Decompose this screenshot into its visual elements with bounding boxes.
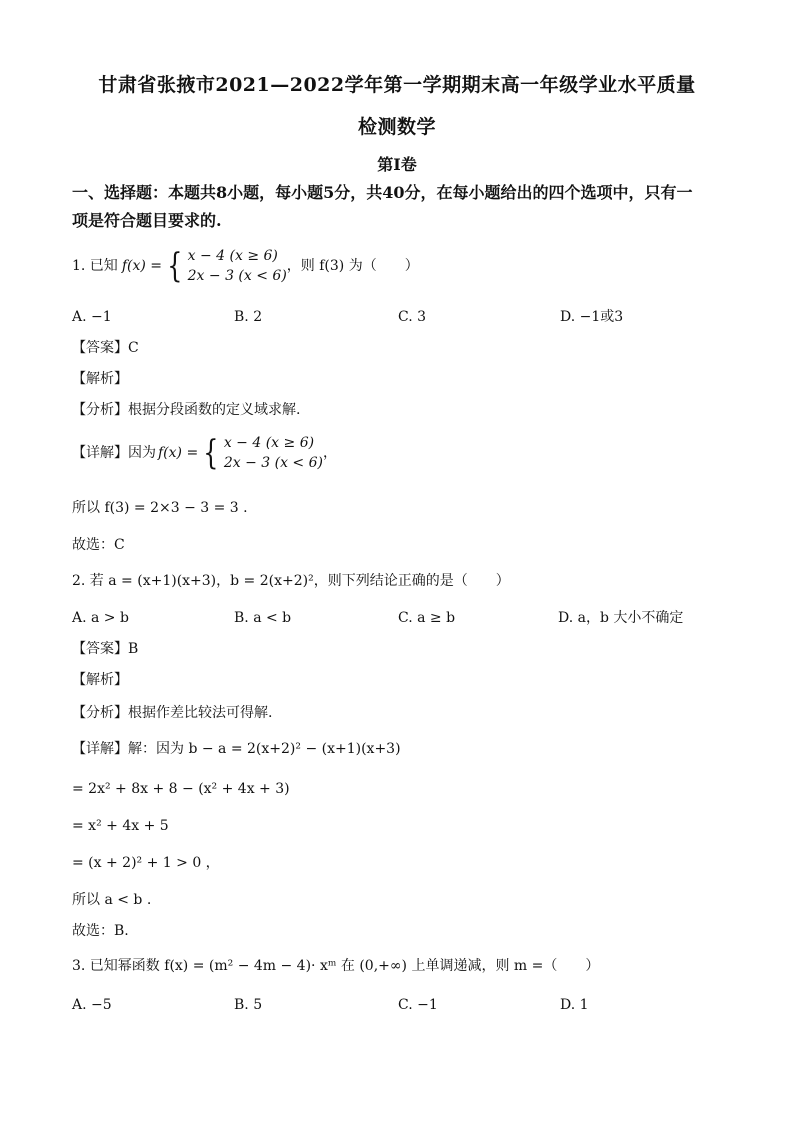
- volume-label: 第I卷: [377, 155, 417, 174]
- q2-step-3: = (x + 2)² + 1 > 0 ，: [72, 855, 220, 871]
- q1-detail-fx: f(x) =: [158, 445, 199, 461]
- q2-fenxi: 【分析】根据作差比较法可得解.: [72, 705, 273, 721]
- q1-analysis-label: 【解析】: [72, 371, 128, 387]
- q2-option-d: D. a，b 大小不确定: [558, 610, 684, 626]
- q1-detail-case-2: 2x − 3 (x < 6): [223, 455, 323, 471]
- q3-option-a: A. −5: [72, 997, 112, 1013]
- q1-detail-prefix: 【详解】因为: [72, 445, 156, 461]
- q1-choose: 故选：C: [72, 537, 125, 553]
- q2-step-1: = 2x² + 8x + 8 − (x² + 4x + 3): [72, 781, 290, 797]
- question-1-stem: [72, 246, 419, 286]
- q1-detail-suffix: ，: [322, 445, 337, 461]
- q1-option-b: B. 2: [234, 309, 263, 325]
- q2-analysis-label: 【解析】: [72, 672, 128, 688]
- q1-suffix: ，则 f(3) 为（ ）: [286, 258, 419, 274]
- q3-option-d: D. 1: [560, 997, 589, 1013]
- q2-answer: 【答案】B: [72, 641, 139, 657]
- q1-case-2: 2x − 3 (x < 6): [187, 268, 287, 284]
- q2-option-b: B. a < b: [234, 610, 292, 626]
- q1-detail-case-1: x − 4 (x ≥ 6): [223, 435, 315, 451]
- section-heading-line2: 项是符合题目要求的.: [72, 211, 222, 230]
- q1-brace-icon: {: [167, 246, 183, 286]
- q1-detail: [72, 433, 337, 473]
- q2-detail: 【详解】解：因为 b − a = 2(x+2)² − (x+1)(x+3): [72, 741, 401, 757]
- q1-case-1: x − 4 (x ≥ 6): [187, 248, 278, 264]
- q1-so: 所以 f(3) = 2×3 − 3 = 3 .: [72, 500, 248, 516]
- q1-detail-brace-icon: {: [203, 433, 219, 473]
- question-2-stem: 2. 若 a = (x+1)(x+3)，b = 2(x+2)²，则下列结论正确的是（ ）: [72, 573, 510, 589]
- section-heading-line1: 一、选择题：本题共8小题，每小题5分，共40分，在每小题给出的四个选项中，只有一: [72, 183, 693, 202]
- q1-option-d: D. −1或3: [560, 309, 624, 325]
- q3-option-c: C. −1: [398, 997, 438, 1013]
- page-title-line2: 检测数学: [357, 116, 436, 138]
- q2-so: 所以 a < b .: [72, 892, 152, 908]
- q1-answer: 【答案】C: [72, 340, 139, 356]
- q2-option-c: C. a ≥ b: [398, 610, 456, 626]
- question-3-stem: 3. 已知幂函数 f(x) = (m² − 4m − 4)· xᵐ 在 (0,+∞) 上单调递减，则 m =（ ）: [72, 958, 600, 974]
- q1-option-c: C. 3: [398, 309, 427, 325]
- q1-fenxi: 【分析】根据分段函数的定义域求解.: [72, 402, 301, 418]
- page-title-line1: 甘肃省张掖市2021—2022学年第一学期期末高一年级学业水平质量: [98, 74, 696, 96]
- q2-option-a: A. a > b: [72, 610, 129, 626]
- q2-choose: 故选：B.: [72, 923, 129, 939]
- q1-prefix: 1. 已知: [72, 258, 118, 274]
- q1-option-a: A. −1: [72, 309, 112, 325]
- q2-step-2: = x² + 4x + 5: [72, 818, 169, 834]
- q1-fx: f(x) =: [121, 258, 162, 274]
- q3-option-b: B. 5: [234, 997, 263, 1013]
